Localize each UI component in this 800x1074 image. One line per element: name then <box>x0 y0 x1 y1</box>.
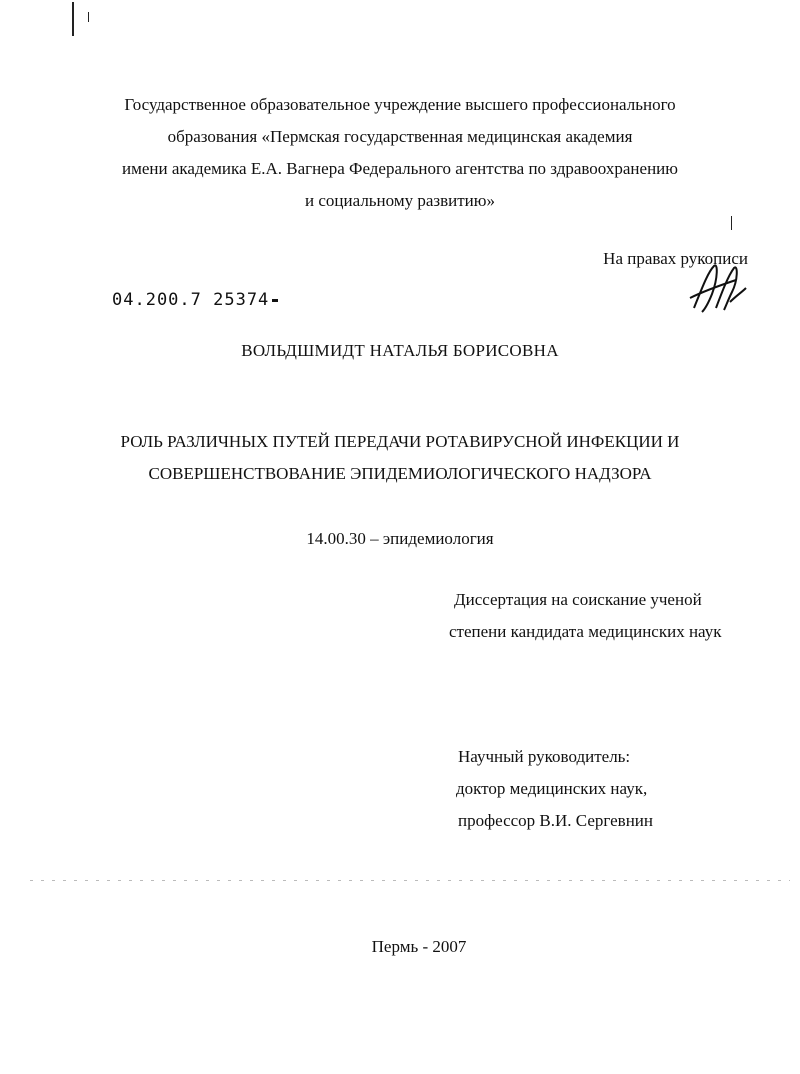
institution-line-1: Государственное образовательное учреждение высшего профессионального <box>124 95 676 114</box>
degree-line-2: степени кандидата медицинских наук <box>449 622 722 641</box>
institution-line-2: образования «Пермская государственная медицинская академия <box>167 127 633 146</box>
catalog-number <box>112 290 278 310</box>
manuscript-note: На правах рукописи <box>603 249 748 268</box>
thesis-title-line-2: СОВЕРШЕНСТВОВАНИЕ ЭПИДЕМИОЛОГИЧЕСКОГО НАДЗОРА <box>148 464 652 483</box>
catalog-number-dash <box>272 299 278 302</box>
scan-mark-right <box>731 216 732 230</box>
thesis-title-line-1: РОЛЬ РАЗЛИЧНЫХ ПУТЕЙ ПЕРЕДАЧИ РОТАВИРУСНОЙ ИНФЕКЦИИ И <box>120 432 680 451</box>
author-name: ВОЛЬДШМИДТ НАТАЛЬЯ БОРИСОВНА <box>241 341 559 360</box>
place-year: Пермь - 2007 <box>371 937 467 956</box>
catalog-number-text: 04.200.7 25374 <box>112 290 270 310</box>
supervisor-name: профессор В.И. Сергевнин <box>458 811 653 830</box>
supervisor-degree: доктор медицинских наук, <box>456 779 648 798</box>
scan-noise-line <box>30 880 790 881</box>
scan-mark-tick <box>88 12 89 22</box>
scan-mark-left <box>72 2 74 36</box>
institution-line-3: имени академика Е.А. Вагнера Федерального агентства по здравоохранению <box>122 159 678 178</box>
signature-image <box>688 258 748 316</box>
supervisor-label: Научный руководитель: <box>458 747 631 766</box>
degree-line-1: Диссертация на соискание ученой <box>454 590 702 609</box>
specialty: 14.00.30 – эпидемиология <box>306 529 494 548</box>
institution-line-4: и социальному развитию» <box>305 191 495 210</box>
